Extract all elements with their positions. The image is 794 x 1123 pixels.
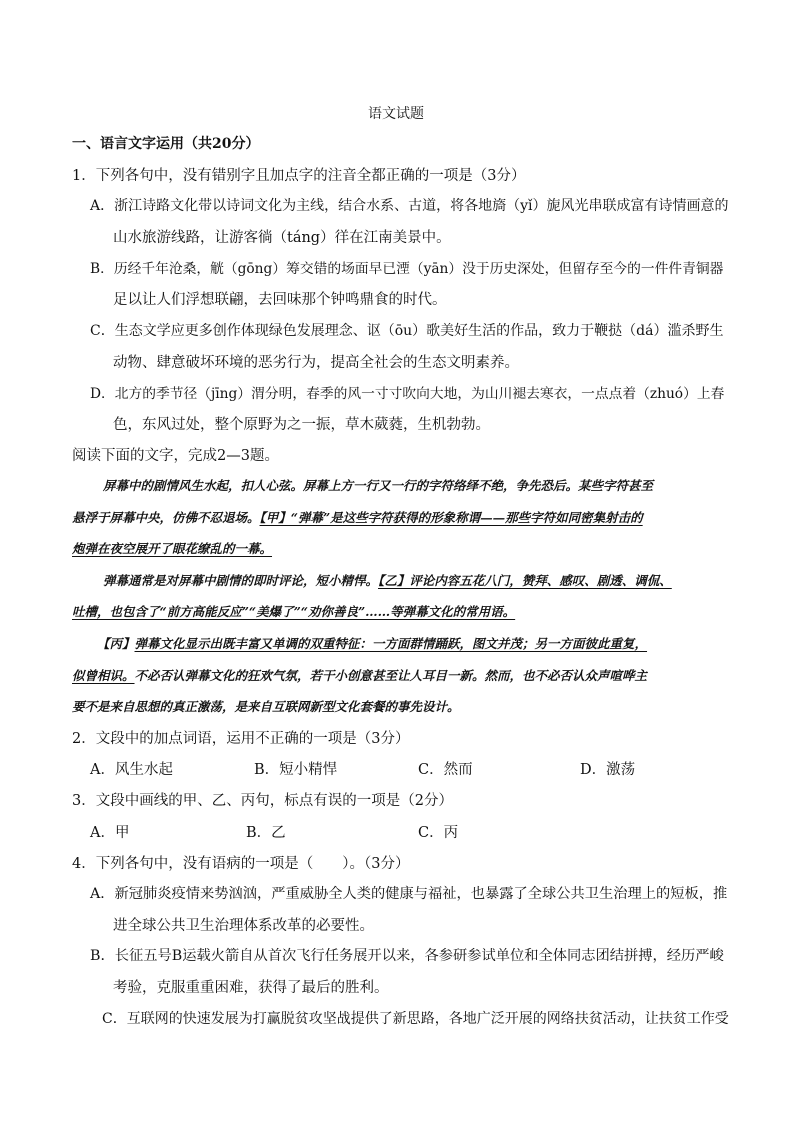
q3-option-b: B．乙 — [246, 825, 286, 841]
q1-option-a-line1: A．浙江诗路文化带以诗词文化为主线，结合水系、古道，将各地旖（yǐ）旎风光串联成富有诗情画意的 — [90, 198, 729, 214]
passage-p2-line1 — [103, 571, 672, 589]
section-heading: 一、语言文字运用（共20分） — [72, 136, 260, 152]
q4-option-a-line1: A．新冠肺炎疫情来势汹汹，严重威胁全人类的健康与福祉，也暴露了全球公共卫生治理上的短板，推 — [90, 886, 728, 902]
q1-option-c-line1: C．生态文学应更多创作体现绿色发展理念、讴（ōu）歌美好生活的作品，致力于鞭挞（dá）滥杀野生 — [90, 323, 724, 339]
q4-option-b-line2: 考验，克服重重困难，获得了最后的胜利。 — [113, 980, 389, 996]
q2-stem: 2．文段中的加点词语，运用不正确的一项是（3分） — [72, 731, 410, 747]
sentence-jia-underlined: 【甲】“弹幕”是这些字符获得的形象称谓——那些字符如同密集射击的 — [259, 510, 643, 525]
passage-p1-line1: 屏幕中的剧情风生水起，扣人心弦。屏幕上方一行又一行的字符络绎不绝，争先恐后。某些字符甚至 — [103, 478, 654, 493]
q3-option-a: A．甲 — [90, 825, 130, 841]
q4-option-a-line2: 进全球公共卫生治理体系改革的必要性。 — [113, 918, 374, 934]
passage-p1-line2 — [72, 508, 643, 526]
sentence-yi-underlined: 【乙】评论内容五花八门，赞拜、感叹、剧透、调侃、 — [378, 573, 672, 588]
page-title: 语文试题 — [368, 106, 424, 122]
q1-option-c-line2: 动物、肆意破坏环境的恶劣行为，提高全社会的生态文明素养。 — [113, 355, 519, 371]
passage-text: 不必否认弹幕文化的狂欢气氛，若干小创意甚至让人耳目一新。然而，也不必否认众声喧哗主 — [134, 668, 648, 683]
passage-p3-line1 — [97, 634, 647, 652]
sentence-bing-underlined-end: 似曾相识。 — [72, 668, 135, 683]
q1-option-d-line2: 色，东风过处，整个原野为之一振，草木葳蕤，生机勃勃。 — [113, 417, 490, 433]
sentence-bing-underlined: 弹幕文化显示出既丰富又单调的双重特征：一方面群情踊跃，图文并茂；另一方面彼此重复， — [134, 636, 648, 651]
q2-option-d: D．激荡 — [580, 762, 636, 778]
reading-intro: 阅读下面的文字，完成2—3题。 — [72, 448, 279, 464]
q3-stem: 3．文段中画线的甲、乙、丙句，标点有误的一项是（2分） — [72, 793, 453, 809]
q1-option-a-line2: 山水旅游线路，让游客徜（táng）徉在江南美景中。 — [113, 230, 451, 246]
q2-option-a: A．风生水起 — [90, 762, 173, 778]
passage-p2-line2: 吐槽，也包含了“前方高能反应”“美爆了”“劝你善良”……等弹幕文化的常用语。 — [72, 604, 516, 619]
passage-p3-line2 — [72, 666, 647, 684]
q1-option-b-line1: B．历经千年沧桑，觥（gōng）筹交错的场面早已湮（yān）没于历史深处，但留存至今的一件件青铜器 — [90, 261, 724, 277]
q1-option-b-line2: 足以让人们浮想联翩，去回味那个钟鸣鼎食的时代。 — [113, 292, 447, 308]
q2-option-b: B．短小精悍 — [254, 762, 338, 778]
bing-marker: 【丙】 — [97, 636, 135, 651]
q3-option-c: C．丙 — [418, 825, 459, 841]
passage-p3-line3: 要不是来自思想的真正激荡，是来自互联网新型文化套餐的事先设计。 — [72, 699, 460, 714]
q4-option-b-line1: B．长征五号B运载火箭自从首次飞行任务展开以来，各参研参试单位和全体同志团结拼搏，经历严峻 — [90, 948, 724, 964]
q2-option-c: C．然而 — [418, 762, 473, 778]
q1-option-d-line1: D．北方的季节径（jīng）渭分明，春季的风一寸寸吹向大地，为山川褪去寒衣，一点点着（zhuó）上春 — [90, 386, 725, 402]
q4-stem: 4．下列各句中，没有语病的一项是（ ）。（3分） — [72, 856, 410, 872]
passage-p1-line3: 炮弹在夜空展开了眼花缭乱的一幕。 — [72, 541, 273, 556]
passage-text: 弹幕通常是对屏幕中剧情的即时评论，短小精悍。 — [103, 573, 379, 588]
q1-stem: 1．下列各句中，没有错别字且加点字的注音全都正确的一项是（3分） — [72, 168, 526, 184]
passage-text: 悬浮于屏幕中央，仿佛不忍退场。 — [72, 510, 260, 525]
q4-option-c-line1: C．互联网的快速发展为打赢脱贫攻坚战提供了新思路，各地广泛开展的网络扶贫活动，让扶贫工作受 — [102, 1011, 729, 1027]
